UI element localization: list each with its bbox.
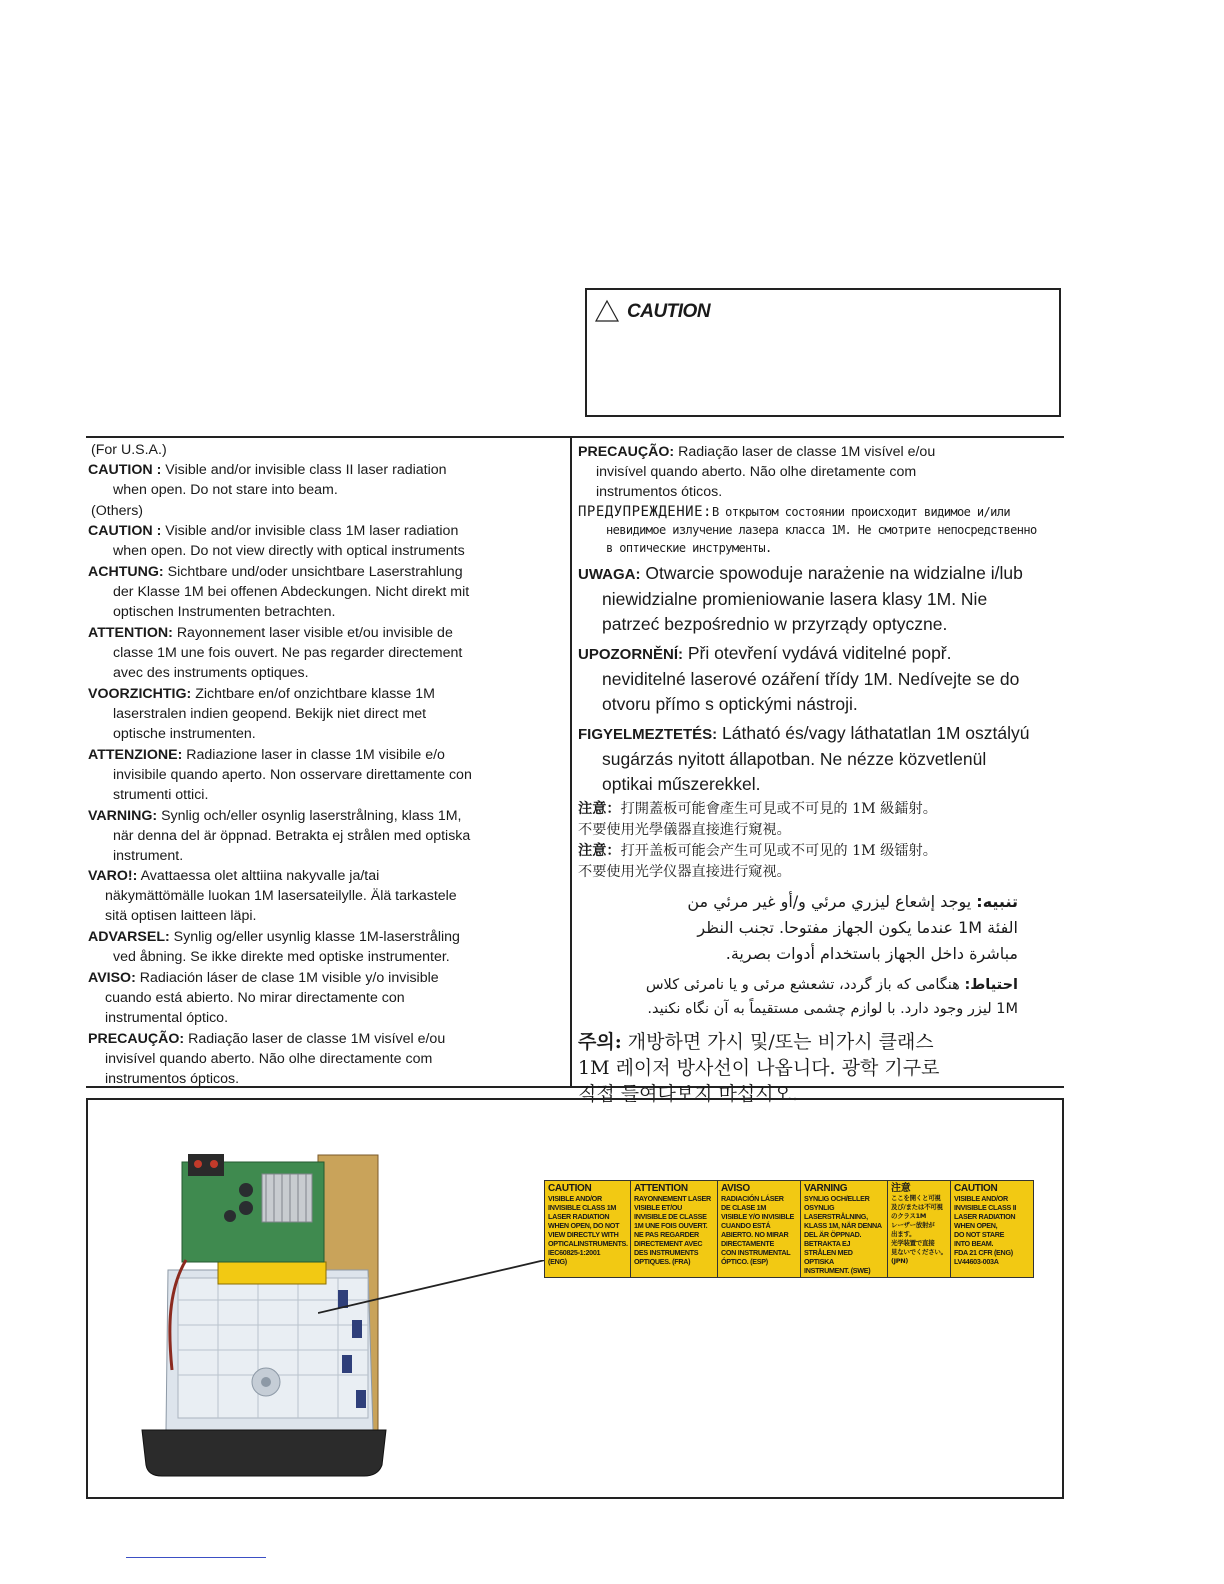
warning-precaucao-br: PRECAUÇÃO: Radiação laser de classe 1M visível e/ou invisível quando aberto. Não olhe diretamente com instrumentos óticos. xyxy=(578,444,936,500)
unit-photo-illustration xyxy=(138,1150,538,1485)
warning-label: ACHTUNG: xyxy=(88,564,164,580)
caution-box xyxy=(585,288,1061,417)
warning-label: UWAGA: xyxy=(578,566,641,583)
warning-hu: FIGYELMEZTETÉS: Látható és/vagy láthatatlan 1M osztályú sugárzás nyitott állapotban. Ne nézze közvetlenül optikai műszerekkel. xyxy=(578,723,1030,794)
footer-rule xyxy=(126,1557,266,1558)
warning-label: VARO!: xyxy=(88,868,138,884)
warning-advarsel-da: ADVARSEL: Synlig og/eller usynlig klasse 1M-laserstråling ved åbning. Se ikke direkte med optiske instrumenter. xyxy=(88,929,460,965)
warning-caution-usa: CAUTION : Visible and/or invisible class II laser radiation when open. Do not stare into beam. xyxy=(88,462,447,498)
pointer-line xyxy=(318,1260,548,1314)
warning-pl: UWAGA: Otwarcie spowoduje narażenie na widzialne i/lub niewidzialne promieniowanie lasera klasy 1M. Nie patrzeć bezpośrednio w przyrządy optyczne. xyxy=(578,563,1023,634)
label-panel-col: VARNING SYNLIG OCH/ELLER OSYNLIG LASERSTRÅLNING, KLASS 1M, NÄR DENNA DEL ÄR ÖPPNAD. BETRAKTA EJ STRÅLEN MED OPTISKA INSTRUMENT. (SWE) xyxy=(801,1181,888,1277)
warning-ko: 주의: 개방하면 가시 및/또는 비가시 클래스 1M 레이저 방사선이 나옵니다. 광학 기구로 직접 들여다보지 마십시오. xyxy=(578,1031,940,1105)
warning-label: احتياط: xyxy=(964,977,1018,993)
warning-label: تنبيه: xyxy=(976,892,1018,911)
label-panel-col: AVISO RADIACIÓN LÁSER DE CLASE 1M VISIBLE Y/O INVISIBLE CUANDO ESTÁ ABIERTO. NO MIRAR DIRECTAMENTE CON INSTRUMENTAL ÓPTICO. (ESP) xyxy=(718,1181,801,1277)
warning-label: PRECAUÇÃO: xyxy=(88,1031,185,1047)
warning-label: 注意： xyxy=(578,843,621,859)
warning-varo-fi: VARO!: Avattaessa olet alttiina nakyvalle ja/tai näkymättömälle luokan 1M lasersateilylle. Älä tarkastele sitä optisen laitteen läpi. xyxy=(88,868,457,924)
region-label-others: (Others) xyxy=(91,503,144,519)
warning-zh-cn: 注意：打开盖板可能会产生可见或不可见的 1M 级镭射。 不要使用光学仪器直接进行窥视。 xyxy=(578,843,937,880)
warning-label: PRECAUÇÃO: xyxy=(578,444,675,460)
label-panel-col: ATTENTION RAYONNEMENT LASER VISIBLE ET/OU INVISIBLE DE CLASSE 1M UNE FOIS OUVERT. NE PAS REGARDER DIRECTEMENT AVEC DES INSTRUMENTS OPTIQUES. (FRA) xyxy=(631,1181,718,1277)
warning-label: 注意： xyxy=(578,801,621,817)
caution-title: CAUTION xyxy=(627,301,711,322)
warning-caution-en: CAUTION : Visible and/or invisible class 1M laser radiation when open. Do not view directly with optical instruments xyxy=(88,523,465,559)
warning-label: CAUTION : xyxy=(88,523,162,539)
warning-varning-sv: VARNING: Synlig och/eller osynlig laserstrålning, klass 1M, när denna del är öppnad. Betrakta ej strålen med optiska instrument. xyxy=(88,808,471,864)
warning-aviso-es: AVISO: Radiación láser de clase 1M visible y/o invisible cuando está abierto. No mirar directamente con instrumental óptico. xyxy=(88,970,439,1026)
warning-voorzichtig-nl: VOORZICHTIG: Zichtbare en/of onzichtbare klasse 1M laserstralen indien geopend. Bekijk niet direct met optische instrumenten. xyxy=(88,686,435,742)
label-panel-col: CAUTION VISIBLE AND/OR INVISIBLE CLASS II LASER RADIATION WHEN OPEN, DO NOT STARE INTO BEAM. FDA 21 CFR (ENG) LV44603-003A xyxy=(954,1183,1017,1266)
warning-label: UPOZORNĚNÍ: xyxy=(578,646,683,663)
warning-fa: احتياط: هنگامی که باز گردد، تشعشع مرئی و یا نامرئی کلاس 1M لیزر وجود دارد. با لوازم چشمی مستقیماً به آن نگاه نکنید. xyxy=(645,977,1018,1017)
warning-triangle-icon xyxy=(594,299,620,323)
warning-label: VOORZICHTIG: xyxy=(88,686,192,702)
warning-attenzione-it: ATTENZIONE: Radiazione laser in classe 1M visibile e/o invisibile quando aperto. Non osservare direttamente con strumenti ottici. xyxy=(88,747,472,803)
region-label-usa: (For U.S.A.) xyxy=(91,442,167,458)
warning-label: ADVARSEL: xyxy=(88,929,170,945)
warning-label: ATTENTION: xyxy=(88,625,173,641)
warning-ru: ПРЕДУПРЕЖДЕНИЕ:В открытом состоянии происходит видимое и/или невидимое излучение лазера класса 1M. Не смотрите непосредственно в оптические инструменты. xyxy=(578,504,1037,555)
warnings-right-column xyxy=(578,442,1064,1107)
warning-cs: UPOZORNĚNÍ: Při otevření vydává viditelné popř. neviditelné laserové ozáření třídy 1M. Nedívejte se do otvoru přímo s optickými nástroji. xyxy=(578,643,1020,714)
laser-warnings-table xyxy=(86,436,1064,1105)
column-divider xyxy=(570,438,572,1086)
warning-label: ПРЕДУПРЕЖДЕНИЕ: xyxy=(578,504,712,520)
warning-label: AVISO: xyxy=(88,970,136,986)
warning-label: FIGYELMEZTETÉS: xyxy=(578,726,718,743)
laser-caution-label-panel xyxy=(544,1180,1034,1278)
label-panel-col: CAUTION VISIBLE AND/OR INVISIBLE CLASS 1M LASER RADIATION WHEN OPEN, DO NOT VIEW DIRECTLY WITH OPTICALINSTRUMENTS. IEC60825-1:2001 (ENG) xyxy=(545,1181,631,1277)
warning-zh-tw: 注意：打開蓋板可能會產生可見或不可見的 1M 級鐳射。 不要使用光學儀器直接進行窺視。 xyxy=(578,801,937,838)
warning-precaucao-pt: PRECAUÇÃO: Radiação laser de classe 1M visível e/ou invisível quando aberto. Não olhe directamente com instrumentos ópticos. xyxy=(88,1031,446,1087)
warning-attention-fr: ATTENTION: Rayonnement laser visible et/ou invisible de classe 1M une fois ouvert. Ne pas regarder directement avec des instruments optiques. xyxy=(88,625,463,681)
warning-ar: تنبيه: يوجد إشعاع ليزري مرئي و/أو غير مرئي من الفئة 1M عندما يكون الجهاز مفتوحا. تجنب النظر مباشرة داخل الجهاز باستخدام أدوات بصرية. xyxy=(687,892,1018,963)
warning-achtung-de: ACHTUNG: Sichtbare und/oder unsichtbare Laserstrahlung der Klasse 1M bei offenen Abdeckungen. Nicht direkt mit optischen Instrumenten betrachten. xyxy=(88,564,470,620)
warnings-left-column xyxy=(88,440,562,1089)
warning-label: ATTENZIONE: xyxy=(88,747,183,763)
warning-label: VARNING: xyxy=(88,808,158,824)
warning-label: CAUTION : xyxy=(88,462,162,478)
label-panel-col: 注意 ここを開くと可視 及び/または不可視 のクラス1M レーザー放射が 出ます。 光学装置で直接 見ないでください。 (JPN) xyxy=(888,1181,951,1277)
warning-label: 주의: xyxy=(578,1031,622,1053)
label-location-figure xyxy=(86,1098,1064,1499)
